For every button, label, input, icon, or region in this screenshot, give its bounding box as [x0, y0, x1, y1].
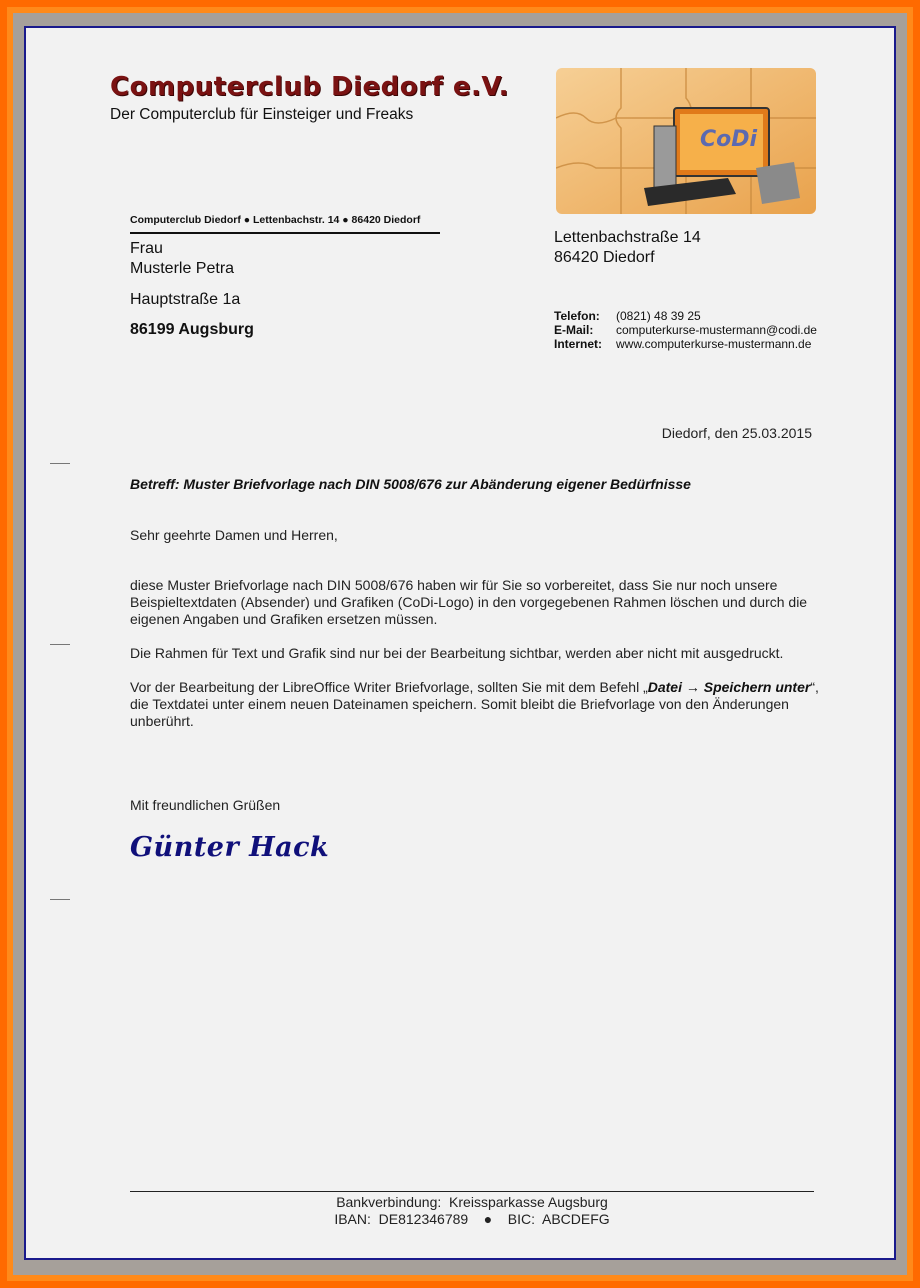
menu-command: Datei → Speichern unter	[647, 679, 811, 695]
logo-text: CoDi	[700, 127, 758, 152]
greeting: Sehr geehrte Damen und Herren,	[130, 527, 338, 543]
recipient-street: Hauptstraße 1a	[130, 291, 241, 308]
fold-mark-bottom	[50, 899, 70, 900]
codi-puzzle-logo	[556, 68, 816, 214]
contact-phone: Telefon: (0821) 48 39 25	[554, 309, 701, 323]
club-address	[554, 228, 701, 268]
subject-line: Betreff: Muster Briefvorlage nach DIN 5008/676 zur Abänderung eigener Bedürfnisse	[130, 476, 691, 492]
signature: Günter Hack	[130, 832, 330, 863]
footer-divider	[130, 1191, 814, 1192]
recipient-city: 86199 Augsburg	[130, 321, 254, 338]
sender-return-line: Computerclub Diedorf ● Lettenbachstr. 14 ● 86420 Diedorf	[130, 214, 440, 234]
closing: Mit freundlichen Grüßen	[130, 797, 281, 813]
footer-iban: IBAN: DE812346789 ● BIC: ABCDEFG	[334, 1211, 610, 1227]
letter-date: Diedorf, den 25.03.2015	[661, 425, 812, 441]
club-city: 86420 Diedorf	[554, 249, 655, 266]
contact-block	[554, 309, 817, 351]
recipient-address	[130, 239, 254, 340]
body-paragraph-1: diese Muster Briefvorlage nach DIN 5008/676 haben wir für Sie so vorbereitet, dass Sie nur noch unsere Beispieltextdaten (Absender) und Grafiken (CoDi-Logo) in den vorgegebenen Rahmen löschen und durch die eigenen Angaben und Grafiken ersetzen müssen.	[130, 577, 808, 627]
recipient-name: Musterle Petra	[130, 260, 235, 277]
footer-bank-info	[130, 1194, 814, 1228]
club-name: Computerclub Diedorf e.V.	[110, 72, 509, 102]
letter-page	[24, 26, 896, 1260]
fold-mark-top	[50, 463, 70, 464]
body-paragraph-2: Die Rahmen für Text und Grafik sind nur bei der Bearbeitung sichtbar, werden aber nicht mit ausgedruckt.	[130, 645, 784, 661]
punch-mark	[50, 644, 70, 645]
footer-bank: Bankverbindung: Kreissparkasse Augsburg	[336, 1194, 608, 1210]
body-paragraph-3: Vor der Bearbeitung der LibreOffice Writer Briefvorlage, sollten Sie mit dem Befehl „Datei → Speichern unter“, die Textdatei unter einem neuen Dateinamen speichern. Somit bleibt die Briefvorlage von den Änderungen unberührt.	[130, 679, 819, 729]
club-tagline: Der Computerclub für Einsteiger und Freaks	[110, 106, 414, 123]
contact-web: Internet: www.computerkurse-mustermann.de	[554, 337, 812, 351]
club-street: Lettenbachstraße 14	[554, 229, 701, 246]
contact-email: E-Mail: computerkurse-mustermann@codi.de	[554, 323, 817, 337]
recipient-salutation: Frau	[130, 240, 163, 257]
